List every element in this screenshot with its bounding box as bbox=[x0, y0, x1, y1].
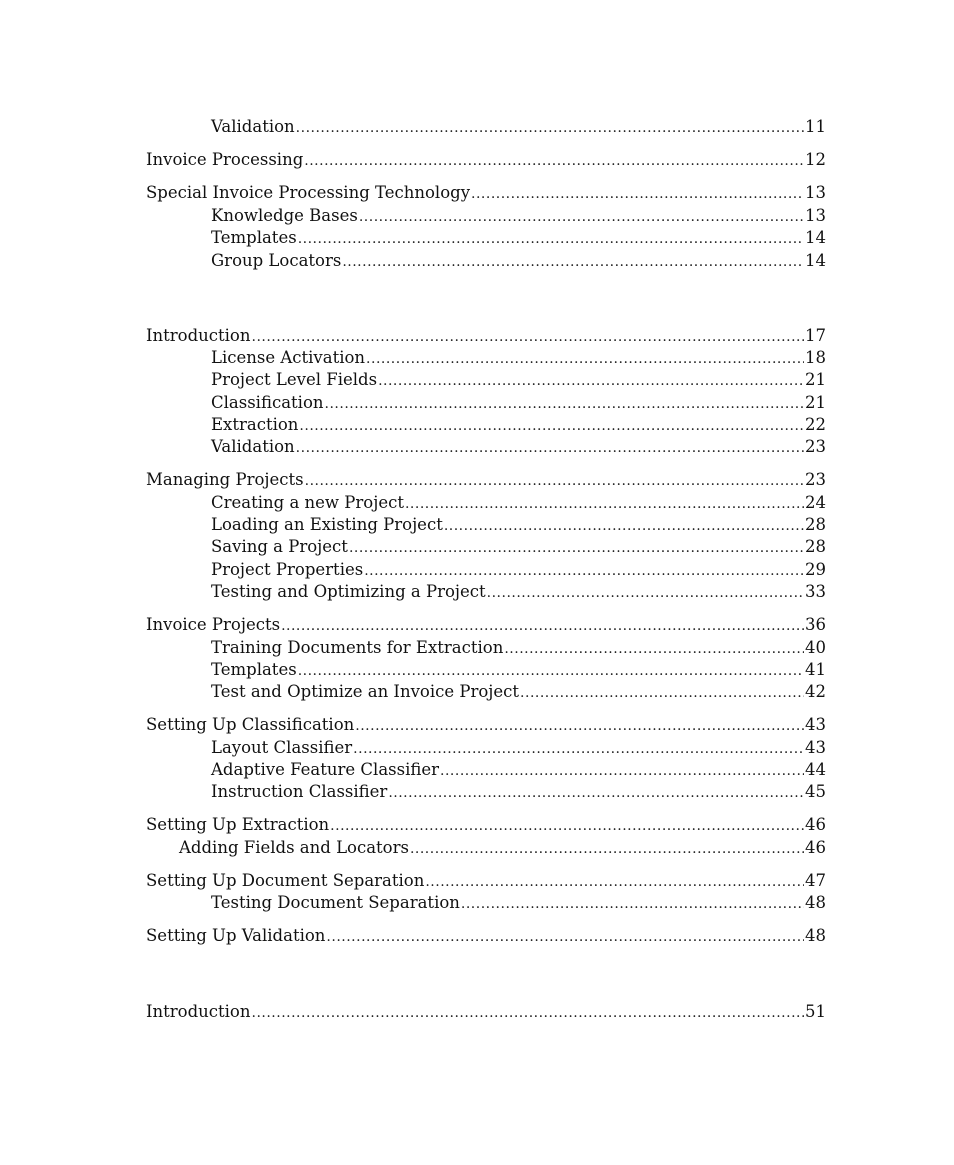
toc-entry-page-number: 21 bbox=[805, 370, 826, 389]
toc-entry[interactable] bbox=[146, 715, 826, 735]
toc-entry-title: Invoice Projects bbox=[146, 615, 281, 634]
toc-entry-title: Testing Document Separation bbox=[211, 893, 460, 912]
toc-dot-leader bbox=[471, 184, 804, 204]
toc-entry-page-number: 17 bbox=[805, 326, 826, 345]
toc-entry[interactable] bbox=[146, 738, 826, 758]
toc-entry-title: Testing and Optimizing a Project bbox=[211, 582, 486, 601]
toc-entry-page-number: 18 bbox=[805, 348, 826, 367]
toc-entry[interactable] bbox=[146, 926, 826, 946]
toc-entry-title: Loading an Existing Project bbox=[211, 515, 443, 534]
toc-entry-title: License Activation bbox=[211, 348, 366, 367]
toc-entry[interactable] bbox=[146, 393, 826, 413]
toc-entry[interactable] bbox=[146, 206, 826, 226]
toc-dot-leader bbox=[359, 207, 804, 227]
toc-dot-leader bbox=[296, 118, 804, 138]
toc-entry-page-number: 28 bbox=[805, 537, 826, 556]
toc-dot-leader bbox=[378, 371, 804, 391]
toc-entry[interactable] bbox=[146, 760, 826, 780]
toc-entry-page-number: 51 bbox=[805, 1002, 826, 1021]
toc-entry-title: Introduction bbox=[146, 326, 251, 345]
toc-entry-page-number: 14 bbox=[805, 228, 826, 247]
toc-entry-page-number: 43 bbox=[805, 715, 826, 734]
toc-entry-title: Invoice Processing bbox=[146, 150, 304, 169]
toc-dot-leader bbox=[366, 349, 804, 369]
toc-entry-title: Introduction bbox=[146, 1002, 251, 1021]
toc-dot-leader bbox=[349, 538, 804, 558]
toc-entry[interactable] bbox=[146, 228, 826, 248]
toc-entry-title: Templates bbox=[211, 660, 297, 679]
toc-entry[interactable] bbox=[146, 183, 826, 203]
toc-entry-page-number: 24 bbox=[805, 493, 826, 512]
toc-dot-leader bbox=[281, 616, 804, 636]
toc-dot-leader bbox=[252, 327, 805, 347]
toc-dot-leader bbox=[353, 739, 804, 759]
toc-dot-leader bbox=[440, 761, 804, 781]
toc-entry-page-number: 48 bbox=[805, 893, 826, 912]
toc-entry-page-number: 23 bbox=[805, 470, 826, 489]
toc-entry-title: Validation bbox=[211, 117, 295, 136]
toc-dot-leader bbox=[298, 229, 804, 249]
toc-dot-leader bbox=[461, 894, 804, 914]
toc-entry[interactable] bbox=[146, 815, 826, 835]
toc-entry-page-number: 45 bbox=[805, 782, 826, 801]
toc-entry[interactable] bbox=[146, 493, 826, 513]
toc-dot-leader bbox=[410, 839, 804, 859]
toc-entry-page-number: 44 bbox=[805, 760, 826, 779]
toc-entry-page-number: 43 bbox=[805, 738, 826, 757]
toc-entry-title: Adding Fields and Locators bbox=[179, 838, 409, 857]
toc-dot-leader bbox=[520, 683, 804, 703]
toc-entry-title: Templates bbox=[211, 228, 297, 247]
toc-entry-title: Creating a new Project bbox=[211, 493, 404, 512]
toc-entry-page-number: 11 bbox=[805, 117, 826, 136]
toc-entry-title: Test and Optimize an Invoice Project bbox=[211, 682, 520, 701]
toc-dot-leader bbox=[330, 816, 804, 836]
toc-entry[interactable] bbox=[146, 348, 826, 368]
toc-entry-title: Project Properties bbox=[211, 560, 364, 579]
toc-entry[interactable] bbox=[146, 1002, 826, 1022]
toc-entry-page-number: 21 bbox=[805, 393, 826, 412]
toc-entry-title: Adaptive Feature Classifier bbox=[211, 760, 440, 779]
toc-entry[interactable] bbox=[146, 117, 826, 137]
toc-dot-leader bbox=[388, 783, 804, 803]
toc-dot-leader bbox=[405, 494, 804, 514]
toc-dot-leader bbox=[252, 1003, 805, 1023]
toc-entry-page-number: 46 bbox=[805, 838, 826, 857]
toc-entry-page-number: 42 bbox=[805, 682, 826, 701]
toc-entry-title: Classification bbox=[211, 393, 324, 412]
toc-dot-leader bbox=[342, 252, 804, 272]
toc-entry-title: Project Level Fields bbox=[211, 370, 378, 389]
toc-entry[interactable] bbox=[146, 560, 826, 580]
toc-dot-leader bbox=[326, 927, 804, 947]
toc-entry[interactable] bbox=[146, 537, 826, 557]
toc-entry-page-number: 40 bbox=[805, 638, 826, 657]
toc-entry-page-number: 14 bbox=[805, 251, 826, 270]
toc-dot-leader bbox=[504, 639, 804, 659]
toc-entry-title: Saving a Project bbox=[211, 537, 348, 556]
toc-entry-title: Special Invoice Processing Technology bbox=[146, 183, 471, 202]
toc-dot-leader bbox=[355, 716, 804, 736]
toc-entry-title: Setting Up Extraction bbox=[146, 815, 330, 834]
toc-dot-leader bbox=[425, 872, 804, 892]
toc-entry-page-number: 36 bbox=[805, 615, 826, 634]
toc-entry[interactable] bbox=[146, 660, 826, 680]
toc-entry[interactable] bbox=[146, 150, 826, 170]
toc-entry-page-number: 12 bbox=[805, 150, 826, 169]
toc-entry-page-number: 13 bbox=[805, 183, 826, 202]
toc-entry-page-number: 46 bbox=[805, 815, 826, 834]
toc-entry-page-number: 28 bbox=[805, 515, 826, 534]
toc-entry-title: Training Documents for Extraction bbox=[211, 638, 504, 657]
toc-dot-leader bbox=[296, 438, 804, 458]
toc-dot-leader bbox=[325, 394, 804, 414]
toc-entry-page-number: 47 bbox=[805, 871, 826, 890]
toc-entry[interactable] bbox=[146, 515, 826, 535]
toc-entry[interactable] bbox=[146, 437, 826, 457]
toc-entry[interactable] bbox=[146, 370, 826, 390]
toc-entry-title: Instruction Classifier bbox=[211, 782, 388, 801]
toc-entry-title: Setting Up Validation bbox=[146, 926, 326, 945]
toc-entry[interactable] bbox=[146, 893, 826, 913]
toc-entry[interactable] bbox=[146, 871, 826, 891]
toc-entry[interactable] bbox=[146, 415, 826, 435]
toc-dot-leader bbox=[305, 471, 804, 491]
toc-entry-title: Knowledge Bases bbox=[211, 206, 358, 225]
toc-entry[interactable] bbox=[146, 782, 826, 802]
toc-entry[interactable] bbox=[146, 470, 826, 490]
toc-dot-leader bbox=[299, 416, 804, 436]
table-of-contents bbox=[146, 0, 826, 1165]
toc-entry[interactable] bbox=[146, 682, 826, 702]
toc-entry[interactable] bbox=[146, 326, 826, 346]
toc-entry[interactable] bbox=[146, 838, 826, 858]
toc-entry-title: Group Locators bbox=[211, 251, 342, 270]
toc-entry-title: Managing Projects bbox=[146, 470, 304, 489]
toc-dot-leader bbox=[444, 516, 804, 536]
toc-entry-page-number: 29 bbox=[805, 560, 826, 579]
toc-entry-title: Extraction bbox=[211, 415, 299, 434]
toc-dot-leader bbox=[487, 583, 804, 603]
toc-entry-page-number: 13 bbox=[805, 206, 826, 225]
toc-dot-leader bbox=[304, 151, 804, 171]
toc-entry-page-number: 23 bbox=[805, 437, 826, 456]
toc-dot-leader bbox=[298, 661, 804, 681]
toc-entry-title: Setting Up Document Separation bbox=[146, 871, 425, 890]
toc-entry[interactable] bbox=[146, 251, 826, 271]
toc-entry-title: Layout Classifier bbox=[211, 738, 353, 757]
toc-entry-title: Validation bbox=[211, 437, 295, 456]
toc-entry[interactable] bbox=[146, 615, 826, 635]
toc-entry-page-number: 48 bbox=[805, 926, 826, 945]
toc-entry-page-number: 33 bbox=[805, 582, 826, 601]
toc-entry-title: Setting Up Classification bbox=[146, 715, 355, 734]
toc-dot-leader bbox=[364, 561, 804, 581]
toc-entry[interactable] bbox=[146, 582, 826, 602]
toc-entry-page-number: 22 bbox=[805, 415, 826, 434]
toc-entry-page-number: 41 bbox=[805, 660, 826, 679]
toc-entry[interactable] bbox=[146, 638, 826, 658]
